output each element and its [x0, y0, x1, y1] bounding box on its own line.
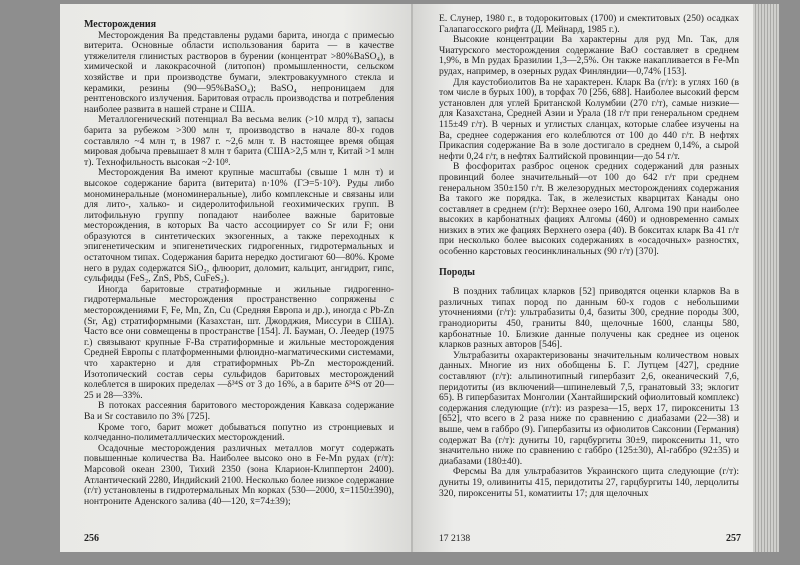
paragraph: Ферсмы Ва для ультрабазитов Украинского щита следующие (г/т): дуниты 19, оливиниты 415, перидотиты 27, гарцбургиты 140, лерцолиты 320, пироксениты 51, коматииты 17; для щелочных: [439, 466, 739, 499]
paragraph: Для каустобиолитов Ва не характерен. Кларк Ва (г/т): в углях 160 (в том числе в бурых 100), в торфах 70 [256, 688]. Наиболее высокий ферсм установлен для углей Британской Колумбии (270 г/т), самые низкие—для Казахстана, Средней Азии и Урала (18 г/т при генеральном среднем 115±49 г/т). В черных и углистых сланцах, которые слабее изучены на Ва, среднее содержания его колеблются от 100 до 440 г/т. В нефтях Прикаспия содержание Ва в золе достигало в среднем 0,14%, а сырой нефти 0,24 г/т, в нефтях Балтийской провинции—до 54 г/т.: [439, 76, 739, 162]
left-page: [60, 4, 413, 552]
section-heading-rocks: Породы: [439, 266, 475, 278]
paragraph: Металлогенический потенциал Ва весьма велик (>10 млрд т), запасы барита за рубежом >300 млн т, производство в начале 80-х годов составляло ~4 млн т, в 1987 г. ~2,6 млн т. В настоящее время общая мировая добыча превышает 8 млн т барита (США>2,5 млн т, Китай >1 млн т). Технофильность высокая ~2·10⁸.: [84, 114, 394, 168]
right-page-text: [439, 14, 739, 499]
paragraph: Кроме того, барит может добываться попутно из стронциевых и колчеданно-полиметаллических месторождений.: [84, 421, 394, 444]
printer-signature: 17 2138: [439, 533, 471, 544]
paragraph: Месторождения Ва имеют крупные масштабы (свыше 1 млн т) и высокое содержание барита (витерита) n·10% (ГЭ=5·10³). Руды либо мономинеральные (мономинеральные), либо комплексные и связаны или для лито-, халько- и сидеролитофильной геохимических групп. В литофильную группу попадают наиболее важные баритовые месторождения, в которых Ва часто ассоциирует со Sr или F; они образуются в синтетических экзогенных, а также переходных к эпигенетическим и эпигенетических гидрогенных, гидротермальных и остаточном типах. Содержания барита нередко достигают 60—80%. Кроме него в рудах содержатся SiO₂, флюорит, доломит, кальцит, ангидрит, гипс, сульфиды (FeS₂, ZnS, PbS, CuFeS₂).: [84, 167, 394, 285]
paragraph: В потоках рассеяния баритового месторождения Кавказа содержание Ва и Sr составило по 3% [725].: [84, 400, 394, 422]
paragraph: Высокие концентрации Ва характерны для руд Mn. Так, для Чиатурского месторождения содержание BaO составляет в среднем 1,9%, в Mn рудах Бразилии 1,3—2,5%. Он также накапливается в Fe-Mn рудах, например, в озерных рудах Финляндии—0,74% [153].: [439, 34, 739, 77]
paragraph: Е. Слунер, 1980 г., в тодорокитовых (1700) и смектитовых (250) осадках Галапагосского рифта (Д. Мейнард, 1985 г.).: [439, 13, 739, 35]
paragraph: Месторождения Ва представлены рудами барита, иногда с примесью витерита. Основные области использования барита — в качестве утяжелителя глинистых растворов в бурении (концентрат >80%BaSO₄), в химической и лакокрасочной (литопон) промышленности, сельском хозяйстве и при производстве бумаги, электровакуумного стекла и керамики, резины (90—95%BaSO₄); BaSO₄ непроницаем для рентгеновского излучения. Баритовая отрасль производства и потребления наиболее развита в нашей стране и США.: [84, 29, 394, 115]
left-page-text: [84, 20, 394, 507]
page-edges: [753, 4, 779, 552]
paragraph: Иногда баритовые стратиформные и жильные гидрогенно-гидротермальные месторождения пространственно сопряжены с месторождениями F, Fe, Mn, Zn, Cu (Средняя Европа и др.), иногда с Pb-Zn (Sr, Ag) стратиформными (Казахстан, шт. Джорджия, Миссури в США). Часто все они совмещены в пространстве [154]. Л. Бауман, О. Леедер (1975 г.) связывают крупные F-Ва стратиформные и жильные месторождения Средней Европы с платформенными флюидно-магматическими системами, что характерно и для стратиформных Pb-Zn месторождений. Изотопический состав серы сульфидов баритовых месторождений колеблется в широких пределах —δ³⁴S от 3 до 16%, а в барите δ³⁴S от 20—25 и 28—33%.: [84, 283, 394, 401]
right-page: [413, 4, 753, 552]
paragraph: В фосфоритах разброс оценок средних содержаний для разных провинций более значительный—от 100 до 642 г/т при среднем генеральном 350±150 г/т. В железорудных месторождениях содержания Ва такого же порядка. Так, в железистых кварцитах Канады оно составляет в среднем (г/т): Верхнее озеро 160, Алгома 190 при наиболее высоких в карбонатных фациях Алгомы (460) и одновременно самых низких в этих же фациях Верхнего озера (40). В бокситах кларк Ва 41 г/т при несколько более высоких содержаниях в «осадочных» разностях, особенно карстовых геосинклинальных (90 г/т) [370].: [439, 161, 739, 258]
page-number-right: 257: [726, 533, 741, 544]
paragraph: В поздних таблицах кларков [52] приводятся оценки кларков Ва в различных типах пород по данным 60-х годов с небольшими уточнениями (г/т): ультрабазиты 0,4, базиты 300, средние породы 300, гранодиориты 450, граниты 840, щелочные 1600, сланцы 580, карбонатные 10. Близкие данные получены как среднее из оценок кларков разных авторов [546].: [439, 286, 739, 351]
section-heading-deposits: Месторождения: [84, 19, 157, 30]
page-number-left: 256: [84, 533, 99, 544]
paragraph: Ультрабазиты охарактеризованы значительным количеством новых данных. Многие из них обобщены Б. Г. Лутцем [427], средние составляют (г/т): альпинотипный гипербазит 2,6, океанический 7,6, перидотиты (из включений—шпинелевый 7,5, гранатовый 33; эклогит 65). В гипербазитах Монголии (Хантайширский офиолитовый комплекс) содержания следующие (г/т): из разреза—15, верх 17, пироксениты 13 [652], что всего в 2 раза ниже по сравнению с диабазами (22—38) и выше, чем в габбро (9). Гипербазиты из офиолитов Саксонии (Германия) содержат Ва (г/т): дуниты 10, гарцбургиты 30±9, пироксениты 11, что значительно ниже по сравнению с габбро (125±30), Al-габбро (92±35) и диабазами (180±40).: [439, 349, 739, 467]
paragraph: Осадочные месторождения различных металлов могут содержать повышенные количества Ва. Наиболее высоко оно в Fe-Mn рудах (г/т): Марсовой океан 2300, Тихий 2350 (зона Кларион-Клиппертон 2400). Атлантический 2280, Индийский 2100. Несколько более низкое содержание (г/т) установлены в гидротермальных Mn корках (530—2000, x̄=1150±390), нонтроните Аденского залива (40—120, x̄=74±39);: [84, 442, 394, 507]
